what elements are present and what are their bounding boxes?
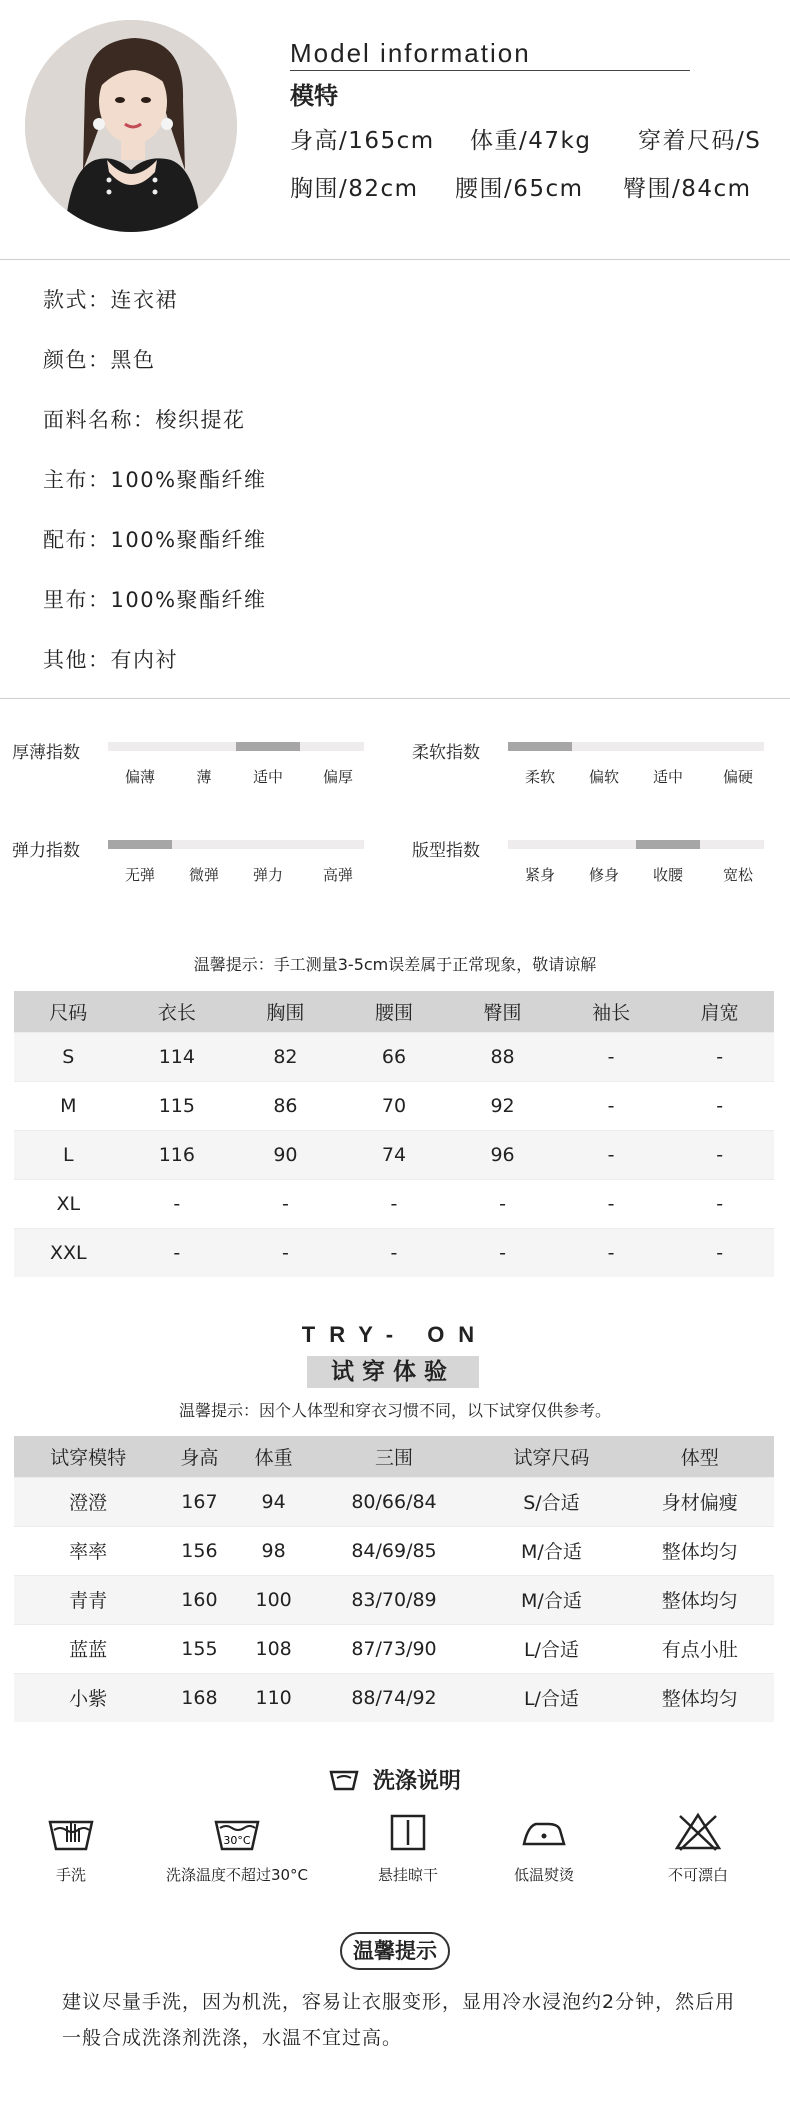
title-underline <box>290 70 690 71</box>
wash-title-label: 洗涤说明 <box>372 1769 461 1794</box>
index-label: 厚薄指数 <box>12 743 80 763</box>
table-cell: L <box>14 1130 123 1179</box>
table-cell: - <box>448 1228 557 1277</box>
index-marker <box>636 840 700 849</box>
table-cell: XXL <box>14 1228 123 1277</box>
size-table-row <box>14 1179 774 1228</box>
table-cell: M <box>14 1081 123 1130</box>
table-cell: 92 <box>448 1081 557 1130</box>
table-cell: 167 <box>162 1477 236 1526</box>
table-cell: - <box>665 1130 774 1179</box>
table-cell: 82 <box>231 1032 340 1081</box>
wash-label-temp: 洗涤温度不超过30°C <box>165 1866 309 1884</box>
table-cell: - <box>665 1228 774 1277</box>
table-cell: - <box>665 1081 774 1130</box>
index-tick-label: 适中 <box>652 768 684 786</box>
size-table-row <box>14 1130 774 1179</box>
table-header-cell: 试穿尺码 <box>477 1436 625 1477</box>
table-header-cell: 三围 <box>311 1436 478 1477</box>
table-cell: - <box>557 1179 666 1228</box>
attr-lining: 里布：100%聚酯纤维 <box>43 588 267 612</box>
table-header-cell: 身高 <box>162 1436 236 1477</box>
tryon-note: 温馨提示：因个人体型和穿衣习惯不同，以下试穿仅供参考。 <box>178 1401 611 1420</box>
table-cell: S <box>14 1032 123 1081</box>
table-cell: 有点小肚 <box>626 1624 774 1673</box>
table-header-cell: 衣长 <box>123 991 232 1032</box>
section-divider <box>0 698 790 699</box>
model-info-title: Model information <box>290 38 531 68</box>
attr-color: 颜色：黑色 <box>43 348 156 372</box>
table-cell: 整体均匀 <box>626 1575 774 1624</box>
section-divider <box>0 259 790 260</box>
index-tick-label: 收腰 <box>652 866 684 884</box>
index-tick-label: 高弹 <box>322 866 354 884</box>
table-cell: 70 <box>340 1081 449 1130</box>
table-cell: 114 <box>123 1032 232 1081</box>
index-marker <box>508 742 572 751</box>
tryon-title-en: TRY- ON <box>301 1322 489 1347</box>
index-tick-label: 偏硬 <box>722 768 754 786</box>
table-header-cell: 体重 <box>237 1436 311 1477</box>
wash-label-bleach: 不可漂白 <box>667 1866 729 1884</box>
wash-title <box>0 1764 790 1795</box>
tryon-table-row <box>14 1477 774 1526</box>
index-tick-label: 薄 <box>196 768 212 786</box>
attr-other: 其他：有内衬 <box>43 648 178 672</box>
tryon-table <box>14 1436 774 1722</box>
table-cell: 88 <box>448 1032 557 1081</box>
wash-temp-badge: 30°C <box>223 1834 251 1847</box>
table-cell: - <box>231 1228 340 1277</box>
index-label: 弹力指数 <box>12 841 80 861</box>
table-cell: 86 <box>231 1081 340 1130</box>
table-cell: 94 <box>237 1477 311 1526</box>
index-marker <box>236 742 300 751</box>
table-cell: S/合适 <box>477 1477 625 1526</box>
tryon-title-cn: 试穿体验 <box>307 1356 479 1388</box>
table-cell: 160 <box>162 1575 236 1624</box>
table-cell: 84/69/85 <box>311 1526 478 1575</box>
index-track <box>508 742 764 751</box>
table-cell: 115 <box>123 1081 232 1130</box>
table-cell: L/合适 <box>477 1673 625 1722</box>
index-marker <box>108 840 172 849</box>
attr-fabric: 面料名称：梭织提花 <box>43 408 246 432</box>
table-cell: 整体均匀 <box>626 1526 774 1575</box>
index-tick-label: 弹力 <box>252 866 284 884</box>
table-cell: - <box>123 1179 232 1228</box>
table-cell: 身材偏瘦 <box>626 1477 774 1526</box>
index-tick-label: 紧身 <box>524 866 556 884</box>
model-bust: 胸围/82cm <box>290 176 419 202</box>
table-header-cell: 体型 <box>626 1436 774 1477</box>
table-header-cell: 尺码 <box>14 991 123 1032</box>
table-cell: L/合适 <box>477 1624 625 1673</box>
table-cell: 87/73/90 <box>311 1624 478 1673</box>
table-cell: 66 <box>340 1032 449 1081</box>
table-cell: XL <box>14 1179 123 1228</box>
tryon-table-row <box>14 1673 774 1722</box>
hand-wash-icon <box>47 1812 95 1852</box>
wash-label-hand: 手洗 <box>55 1866 87 1884</box>
wash-label-hang: 悬挂晾干 <box>377 1866 439 1884</box>
table-cell: 80/66/84 <box>311 1477 478 1526</box>
index-track <box>108 742 364 751</box>
index-label: 柔软指数 <box>412 743 480 763</box>
table-cell: 83/70/89 <box>311 1575 478 1624</box>
model-info-subtitle: 模特 <box>290 82 338 110</box>
table-header-cell: 臀围 <box>448 991 557 1032</box>
table-cell: - <box>557 1081 666 1130</box>
table-cell: - <box>665 1179 774 1228</box>
index-label: 版型指数 <box>412 841 480 861</box>
table-header-cell: 试穿模特 <box>14 1436 162 1477</box>
model-hip: 臀围/84cm <box>623 176 752 202</box>
wash-30-icon <box>213 1812 261 1852</box>
table-cell: - <box>123 1228 232 1277</box>
model-waist: 腰围/65cm <box>455 176 584 202</box>
tips-title: 温馨提示 <box>340 1932 450 1970</box>
table-cell: 100 <box>237 1575 311 1624</box>
attr-secondary-fabric: 配布：100%聚酯纤维 <box>43 528 267 552</box>
tryon-table-row <box>14 1575 774 1624</box>
table-cell: - <box>448 1179 557 1228</box>
index-track <box>508 840 764 849</box>
table-cell: 98 <box>237 1526 311 1575</box>
table-cell: 青青 <box>14 1575 162 1624</box>
size-table-row <box>14 1032 774 1081</box>
table-cell: M/合适 <box>477 1526 625 1575</box>
model-weight: 体重/47kg <box>470 128 592 154</box>
table-cell: 整体均匀 <box>626 1673 774 1722</box>
table-cell: 168 <box>162 1673 236 1722</box>
size-table-note: 温馨提示：手工测量3-5cm误差属于正常现象，敬请谅解 <box>193 955 597 974</box>
table-cell: 155 <box>162 1624 236 1673</box>
table-cell: - <box>557 1130 666 1179</box>
table-cell: - <box>557 1032 666 1081</box>
low-iron-icon <box>520 1812 568 1852</box>
index-tick-label: 柔软 <box>524 768 556 786</box>
index-tick-label: 偏薄 <box>124 768 156 786</box>
model-height: 身高/165cm <box>290 128 435 154</box>
no-bleach-icon <box>674 1812 722 1852</box>
tips-text: 建议尽量手洗，因为机洗，容易让衣服变形，显用冷水浸泡约2分钟，然后用一般合成洗涤剂洗涤，水温不宜过高。 <box>62 1991 736 2049</box>
model-photo-illustration <box>25 20 237 232</box>
model-info-section <box>0 0 790 260</box>
table-cell: 澄澄 <box>14 1477 162 1526</box>
attr-main-fabric: 主布：100%聚酯纤维 <box>43 468 267 492</box>
index-tick-label: 偏厚 <box>322 768 354 786</box>
attr-style: 款式：连衣裙 <box>43 288 178 312</box>
tryon-table-header <box>14 1436 774 1477</box>
index-tick-label: 宽松 <box>722 866 754 884</box>
model-size: 穿着尺码/S <box>638 128 762 154</box>
table-header-cell: 胸围 <box>231 991 340 1032</box>
table-cell: 116 <box>123 1130 232 1179</box>
table-header-cell: 腰围 <box>340 991 449 1032</box>
index-tick-label: 微弹 <box>188 866 220 884</box>
model-avatar <box>25 20 237 232</box>
table-cell: - <box>340 1228 449 1277</box>
table-cell: 108 <box>237 1624 311 1673</box>
table-cell: 96 <box>448 1130 557 1179</box>
index-tick-label: 无弹 <box>124 866 156 884</box>
table-cell: 74 <box>340 1130 449 1179</box>
index-tick-label: 偏软 <box>588 768 620 786</box>
table-cell: 蓝蓝 <box>14 1624 162 1673</box>
hang-dry-icon <box>384 1812 432 1852</box>
table-cell: - <box>231 1179 340 1228</box>
table-cell: - <box>557 1228 666 1277</box>
table-cell: - <box>665 1032 774 1081</box>
table-cell: - <box>340 1179 449 1228</box>
table-cell: M/合适 <box>477 1575 625 1624</box>
table-header-cell: 袖长 <box>557 991 666 1032</box>
size-table <box>14 991 774 1277</box>
table-header-cell: 肩宽 <box>665 991 774 1032</box>
size-table-row <box>14 1228 774 1277</box>
table-cell: 156 <box>162 1526 236 1575</box>
index-tick-label: 适中 <box>252 768 284 786</box>
basin-icon <box>329 1769 359 1791</box>
table-cell: 90 <box>231 1130 340 1179</box>
table-cell: 率率 <box>14 1526 162 1575</box>
table-cell: 小紫 <box>14 1673 162 1722</box>
size-table-row <box>14 1081 774 1130</box>
index-tick-label: 修身 <box>588 866 620 884</box>
tryon-table-row <box>14 1526 774 1575</box>
table-cell: 88/74/92 <box>311 1673 478 1722</box>
tryon-table-row <box>14 1624 774 1673</box>
size-table-header <box>14 991 774 1032</box>
table-cell: 110 <box>237 1673 311 1722</box>
wash-label-iron: 低温熨烫 <box>513 1866 575 1884</box>
index-track <box>108 840 364 849</box>
